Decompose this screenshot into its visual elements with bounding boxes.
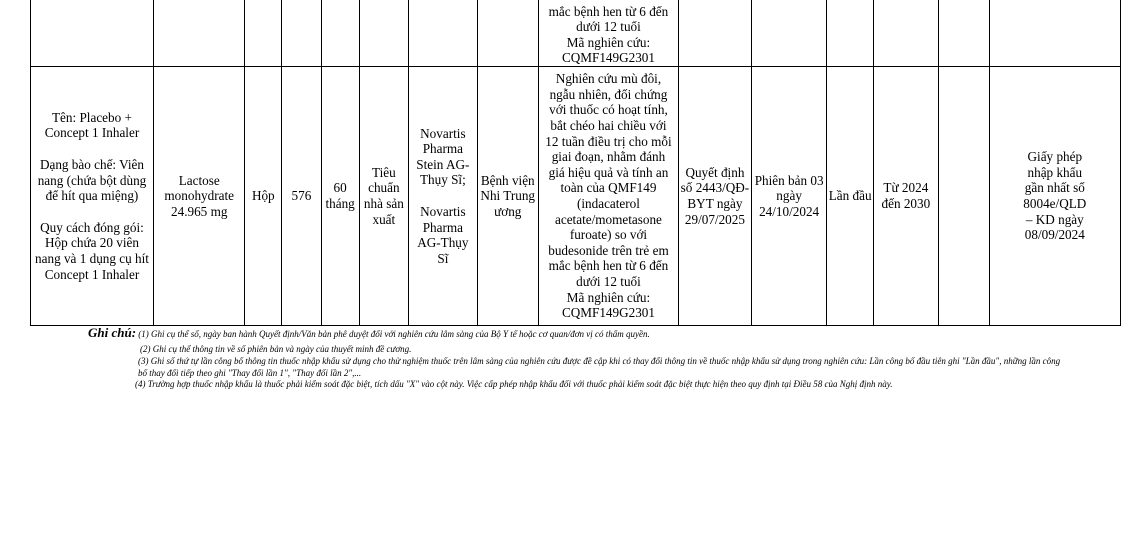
text-line: Giấy phép xyxy=(1027,149,1083,165)
quantity-cell: 576 xyxy=(282,67,322,326)
text-line: Pharma xyxy=(422,141,464,157)
text-line: ương xyxy=(494,203,522,219)
text-line: Bệnh viện xyxy=(480,172,535,188)
text-line: ngẫu nhiên, đối chứng xyxy=(549,86,668,102)
table-row xyxy=(31,67,1121,326)
hospital-cell xyxy=(477,67,538,326)
unit-cell: Hộp xyxy=(245,67,282,326)
text-line: dưới 12 tuổi xyxy=(576,19,641,35)
text-line: Concept 1 Inhaler xyxy=(44,125,140,141)
text-line: Phiên bản 03 xyxy=(754,172,824,188)
shelf-life-cell xyxy=(321,67,359,326)
permit-cell xyxy=(989,67,1120,326)
text-line: Dạng bào chế: Viên xyxy=(39,157,145,173)
dosage-form xyxy=(32,157,152,204)
text-line: nhập khẩu xyxy=(1027,164,1083,180)
text-line: furoate) so với xyxy=(569,227,648,243)
text-line: số 2443/QĐ- xyxy=(680,180,750,196)
text-line: Mã nghiên cứu: xyxy=(566,34,651,50)
text-line: Hộp chứa 20 viên xyxy=(45,235,139,251)
text-line: nang và 1 dụng cụ hít xyxy=(35,250,149,266)
text-line: (indacaterol xyxy=(576,196,640,211)
text-line: Tiêu xyxy=(371,164,396,180)
text-line: Pharma xyxy=(422,219,464,235)
manufacturer-cell xyxy=(409,67,477,326)
manufacturer-1 xyxy=(410,126,475,188)
text-line: giá hiệu quả và tính an xyxy=(548,164,669,180)
text-line: BYT ngày xyxy=(687,196,743,211)
text-line: Novartis xyxy=(420,204,466,219)
text-line: Sĩ xyxy=(437,250,449,266)
study-cell xyxy=(538,0,678,67)
announce-cell: Lần đầu xyxy=(827,67,873,326)
text-line: xuất xyxy=(372,211,396,227)
text-line: AG-Thụy xyxy=(417,235,469,251)
study-cell xyxy=(538,67,678,326)
text-line: CQMF149G2301 xyxy=(561,305,655,321)
text-line: tháng xyxy=(325,196,355,211)
text-line: chuẩn xyxy=(368,180,400,196)
text-line: Thụy Sĩ; xyxy=(419,172,466,188)
notes-label: Ghi chú: xyxy=(88,325,137,340)
text-line: Lactose xyxy=(178,172,220,188)
packaging xyxy=(32,220,152,282)
text-line: toàn của QMF149 xyxy=(560,180,657,196)
standard-cell xyxy=(359,67,409,326)
text-line: 29/07/2025 xyxy=(684,211,745,227)
text-line: để hít qua miệng) xyxy=(45,188,139,204)
table-row xyxy=(31,0,1121,67)
text-line: đến 2030 xyxy=(881,196,931,211)
text-line: với thuốc có hoạt tính, xyxy=(549,102,668,118)
text-line: Quyết định xyxy=(685,164,745,180)
text-line: mắc bệnh hen từ 6 đến xyxy=(548,258,669,274)
text-line: bắt chéo hai chiều với xyxy=(550,118,667,134)
text-line: dưới 12 tuổi xyxy=(576,273,641,289)
text-line: 24.965 mg xyxy=(171,203,228,219)
text-line: 60 xyxy=(333,180,347,196)
text-line: Stein AG- xyxy=(416,156,470,172)
text-line: mắc bệnh hen từ 6 đến xyxy=(548,3,669,19)
version-cell xyxy=(751,67,827,326)
text-line: 24/10/2024 xyxy=(759,203,820,219)
text-line: Nghiên cứu mù đôi, xyxy=(555,71,662,87)
text-line: budesonide trên trẻ em xyxy=(548,242,669,258)
text-line: Novartis xyxy=(420,125,466,141)
text-line: 8004e/QLD xyxy=(1023,196,1087,211)
text-line: gần nhất số xyxy=(1024,180,1085,196)
special-control-cell xyxy=(938,67,989,326)
note-4: (4) Trường hợp thuốc nhập khẩu là thuốc phải kiểm soát đặc biệt, tích dấu "X" vào cột này. Việc cấp phép nhập khẩu đối với thuốc phải kiểm soát đặc biệt thực hiện theo quy định tại Điều 58 của Nghị định này. xyxy=(135,379,893,389)
note-3: (3) Ghi số thứ tự lần công bố thông tin thuốc nhập khẩu sử dụng cho thử nghiệm thuốc trên lâm sàng của nghiên cứu được đề cập khi có thay đổi thông tin về thuốc nhập khẩu sử dụng trong nghiên cứu: Lần công bố đầu tiên ghi "Lần đầu", những lần công bố thay đổi tiếp theo ghi "Thay đổi lần 1", "Thay đổi lần 2",... xyxy=(138,356,1061,378)
product-name xyxy=(32,110,152,141)
text-line: Mã nghiên cứu: xyxy=(566,289,651,305)
decision-cell xyxy=(679,67,752,326)
product-cell xyxy=(31,67,154,326)
note-1: (1) Ghi cụ thể số, ngày ban hành Quyết định/Văn bản phê duyệt đối với nghiên cứu lâm sàng của Bộ Y tế hoặc cơ quan/đơn vị có thẩm quyền. xyxy=(138,329,650,339)
text-line: 12 tuần điều trị cho mỗi xyxy=(545,133,672,149)
text-line: 08/09/2024 xyxy=(1024,227,1085,243)
text-line: giai đoạn, nhằm đánh xyxy=(551,149,666,165)
text-line: monohydrate xyxy=(164,188,234,204)
period-cell xyxy=(873,67,938,326)
note-2: (2) Ghi cụ thể thông tin về số phiên bản và ngày của thuyết minh đề cương. xyxy=(140,344,412,354)
manufacturer-2 xyxy=(410,204,475,266)
text-line: Từ 2024 xyxy=(883,180,929,196)
text-line: Concept 1 Inhaler xyxy=(44,266,140,282)
text-line: ngày xyxy=(776,188,802,204)
text-line: Tên: Placebo + xyxy=(52,109,132,125)
text-line: CQMF149G2301 xyxy=(561,50,655,66)
drug-import-table xyxy=(30,0,1121,326)
text-line: Nhi Trung xyxy=(480,188,536,204)
text-line: – KD ngày xyxy=(1025,211,1084,227)
text-line: nang (chứa bột dùng xyxy=(37,172,147,188)
text-line: Quy cách đóng gói: xyxy=(40,219,144,235)
text-line: nhà sản xyxy=(363,196,404,211)
ingredient-cell xyxy=(153,67,244,326)
text-line: acetate/mometasone xyxy=(555,211,662,227)
